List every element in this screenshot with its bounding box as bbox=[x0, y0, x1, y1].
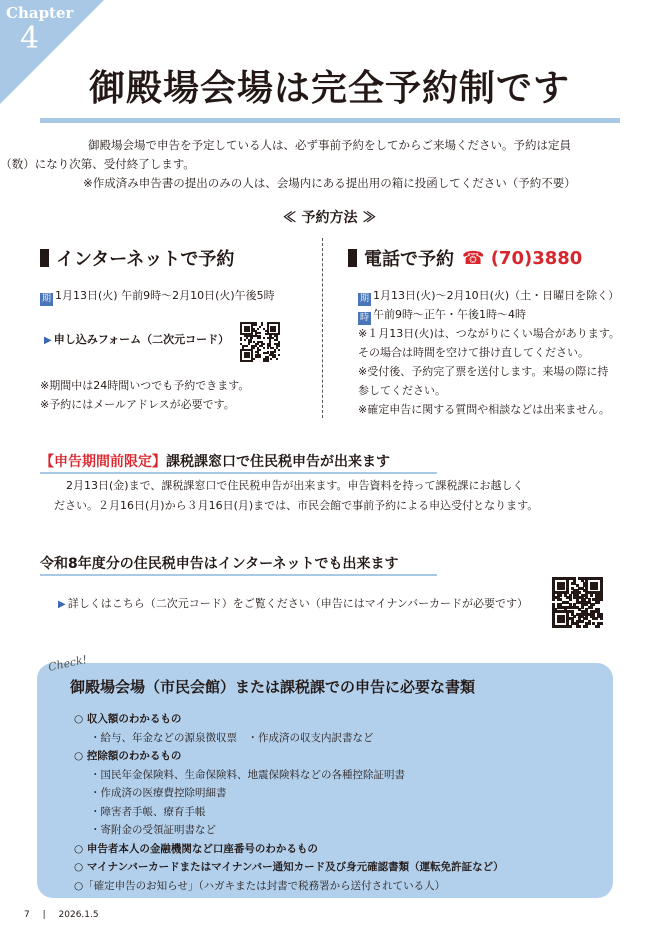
online-link[interactable] bbox=[58, 594, 528, 614]
document-item: ・作成済の医療費控除明細書 bbox=[90, 787, 227, 799]
qr-module bbox=[259, 356, 261, 358]
qr-module bbox=[270, 358, 272, 360]
document-item: ・国民年金保険料、生命保険料、地震保険料などの各種控除証明書 bbox=[90, 768, 405, 781]
qr-module bbox=[595, 587, 598, 590]
qr-module bbox=[569, 625, 572, 628]
intro-line: （数）になり次第、受付終了します。 bbox=[0, 157, 195, 171]
qr-module bbox=[250, 341, 252, 343]
qr-module bbox=[253, 347, 255, 349]
required-documents-title: 御殿場会場（市民会館）または課税課での申告に必要な書類 bbox=[70, 678, 476, 696]
internet-form-link-text: 申し込みフォーム（二次元コード） bbox=[53, 333, 230, 346]
qr-module bbox=[590, 594, 593, 597]
online-heading: 令和8年度分の住民税申告はインターネットでも出来ます bbox=[40, 556, 399, 572]
qr-module bbox=[278, 333, 280, 335]
qr-module bbox=[600, 617, 603, 620]
qr-module bbox=[278, 349, 280, 351]
title-underline bbox=[40, 118, 620, 123]
qr-module bbox=[246, 345, 248, 347]
period-badge: 期 bbox=[359, 294, 369, 304]
phone-note: その場合は時間を空けて掛け直してください。 bbox=[358, 346, 589, 359]
page-footer bbox=[24, 910, 99, 920]
qr-module bbox=[259, 337, 261, 339]
qr-module bbox=[274, 351, 276, 353]
qr-module bbox=[248, 343, 250, 345]
page-number: 7 bbox=[24, 910, 30, 920]
qr-module bbox=[595, 617, 598, 620]
intro-line: ※作成済み申告書の提出のみの人は、会場内にある提出用の箱に投函してください（予約不要） bbox=[83, 176, 576, 190]
online-filing-qr-code[interactable] bbox=[552, 577, 602, 627]
qr-module bbox=[581, 620, 584, 623]
qr-module bbox=[267, 360, 269, 362]
document-item: ○ 控除額のわかるもの bbox=[74, 750, 182, 762]
tax-office-heading-text: 課税課窓口で住民税申告が出来ます bbox=[166, 454, 390, 470]
phone-number: ☎ (70)3880 bbox=[462, 247, 583, 269]
page-title: 御殿場会場は完全予約制です bbox=[88, 68, 570, 109]
document-item: ・寄附金の受領証明書など bbox=[90, 824, 216, 836]
phone-period-text: 1月13日(火)～2月10日(火)（土・日曜日を除く） bbox=[373, 289, 620, 302]
qr-module bbox=[562, 587, 565, 590]
internet-form-link[interactable] bbox=[44, 330, 229, 350]
internet-note: ※予約にはメールアドレスが必要です。 bbox=[40, 398, 235, 411]
internet-heading bbox=[40, 245, 234, 271]
internet-period bbox=[40, 286, 275, 306]
phone-time bbox=[358, 305, 526, 325]
issue-date: 2026.1.5 bbox=[58, 910, 99, 920]
document-item: ○ マイナンバーカードまたはマイナンバー通知カード及び身元確認書類（運転免許証など） bbox=[74, 861, 504, 873]
intro-line: 御殿場会場で申告を予定している人は、必ず事前予約をしてからご来場ください。予約は定員 bbox=[88, 138, 571, 152]
qr-module bbox=[276, 358, 278, 360]
method-heading: ≪ 予約方法 ≫ bbox=[282, 210, 377, 226]
qr-module bbox=[552, 598, 555, 601]
qr-module bbox=[278, 354, 280, 356]
chapter-label: Chapter bbox=[6, 4, 74, 22]
qr-module bbox=[251, 360, 253, 362]
phone-note: ※受付後、予約完了票を送付します。来場の際に持 bbox=[358, 365, 609, 378]
tax-office-body: 2月13日(金)まで、課税課窓口で住民税申告が出来ます。申告資料を持って課税課にお越しく bbox=[66, 479, 524, 492]
document-item: ○ 収入額のわかるもの bbox=[74, 713, 182, 725]
qr-module bbox=[263, 347, 265, 349]
document-item: ・障害者手帳、療育手帳 bbox=[90, 805, 206, 818]
qr-module bbox=[244, 339, 246, 341]
internet-heading-text: インターネットで予約 bbox=[56, 249, 235, 270]
period-badge: 期 bbox=[41, 294, 51, 304]
qr-module bbox=[274, 330, 276, 332]
internet-note: ※期間中は24時間いつでも予約できます。 bbox=[40, 379, 250, 392]
qr-module bbox=[263, 337, 265, 339]
phone-heading bbox=[348, 245, 582, 271]
qr-module bbox=[278, 345, 280, 347]
time-badge: 時 bbox=[359, 313, 369, 323]
tax-office-body: ださい。２月16日(月)から３月16日(月)までは、市民会館で事前予約による申込受付となります。 bbox=[54, 499, 539, 512]
qr-module bbox=[251, 337, 253, 339]
phone-time-text: 午前9時～正午・午後1時～4時 bbox=[373, 308, 526, 321]
qr-module bbox=[261, 324, 263, 326]
tax-office-heading-label: 【申告期間前限定】 bbox=[40, 454, 166, 470]
arrow-icon: ▶ bbox=[44, 335, 52, 346]
document-item: ・給与、年金などの源泉徴収票 ・作成済の収支内訳書など bbox=[90, 731, 374, 744]
section-underline bbox=[40, 472, 437, 474]
qr-module bbox=[585, 625, 588, 628]
section-underline bbox=[40, 574, 437, 576]
phone-note: ※１月13日(火)は、つながりにくい場合があります。 bbox=[358, 327, 620, 340]
heading-bar bbox=[348, 249, 357, 267]
check-label: Check! bbox=[47, 653, 89, 674]
heading-bar bbox=[40, 249, 49, 267]
chapter-number: 4 bbox=[20, 21, 40, 56]
qr-module bbox=[562, 620, 565, 623]
document-item: ○「確定申告のお知らせ」（ハガキまたは封書で税務署から送付されている人） bbox=[74, 879, 446, 892]
online-link-text: 詳しくはこちら（二次元コード）をご覧ください（申告にはマイナンバーカードが必要です） bbox=[67, 597, 528, 610]
qr-module bbox=[263, 343, 265, 345]
qr-module bbox=[259, 332, 261, 334]
qr-module bbox=[240, 339, 242, 341]
phone-note: ※確定申告に関する質問や相談などは出来ません。 bbox=[358, 403, 610, 416]
qr-module bbox=[597, 625, 600, 628]
qr-module bbox=[590, 606, 593, 609]
qr-module bbox=[253, 358, 255, 360]
phone-heading-text: 電話で予約 bbox=[364, 249, 454, 270]
qr-module bbox=[259, 326, 261, 328]
phone-note: 参してください。 bbox=[358, 384, 446, 397]
tax-office-heading bbox=[40, 451, 390, 471]
qr-module bbox=[255, 324, 257, 326]
qr-module bbox=[267, 347, 269, 349]
qr-module bbox=[259, 349, 261, 351]
phone-period bbox=[358, 286, 619, 306]
qr-module bbox=[248, 330, 250, 332]
arrow-icon: ▶ bbox=[58, 599, 66, 610]
qr-module bbox=[578, 625, 581, 628]
column-divider bbox=[322, 238, 323, 418]
qr-module bbox=[257, 328, 259, 330]
qr-module bbox=[248, 356, 250, 358]
qr-module bbox=[597, 601, 600, 604]
document-item: ○ 申告者本人の金融機関など口座番号のわかるもの bbox=[74, 842, 318, 855]
internet-period-text: 1月13日(火) 午前9時～2月10日(火)午後5時 bbox=[55, 289, 275, 302]
application-form-qr-code[interactable] bbox=[240, 322, 280, 362]
footer-separator: | bbox=[42, 910, 46, 920]
